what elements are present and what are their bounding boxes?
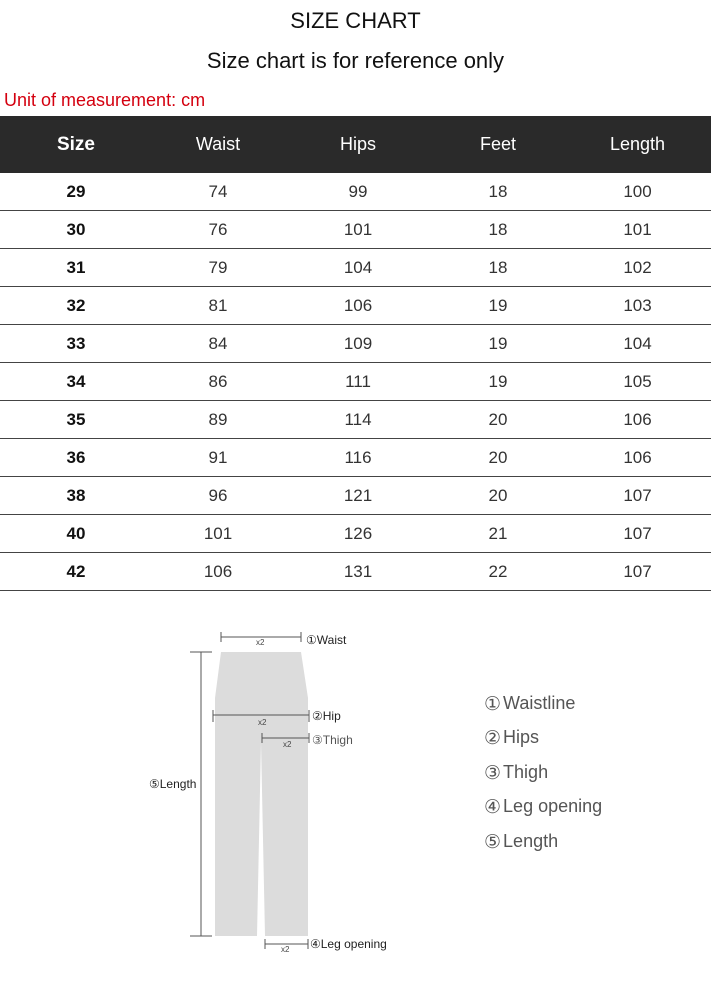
header-waist: Waist (195, 134, 241, 154)
table-row (0, 363, 711, 401)
pants-diagram (0, 610, 711, 970)
cell-feet: 20 (488, 409, 508, 429)
cell-length: 105 (623, 371, 652, 391)
cell-hips: 109 (343, 333, 373, 353)
cell-feet: 18 (488, 181, 508, 201)
cell-hips: 106 (343, 295, 373, 315)
cell-length: 107 (623, 523, 652, 543)
cell-waist: 76 (208, 219, 228, 239)
cell-waist: 106 (203, 561, 233, 581)
cell-length: 103 (623, 295, 652, 315)
legend-item (484, 727, 602, 761)
cell-size: 40 (66, 523, 86, 543)
leg-x2: x2 (281, 945, 290, 954)
cell-hips: 114 (344, 409, 372, 429)
cell-feet: 20 (488, 447, 508, 467)
legend-item (484, 831, 602, 865)
cell-waist: 84 (208, 333, 228, 353)
size-table (0, 116, 711, 591)
table-row (0, 477, 711, 515)
cell-size: 35 (66, 409, 86, 429)
cell-size: 38 (66, 485, 86, 505)
legend-number: ④ (484, 797, 502, 819)
table-body (0, 173, 711, 591)
table-row (0, 287, 711, 325)
legend-label: Length (503, 830, 559, 851)
cell-waist: 81 (208, 295, 228, 315)
cell-waist: 89 (208, 409, 228, 429)
thigh-x2: x2 (283, 740, 292, 749)
cell-hips: 121 (343, 485, 373, 505)
cell-waist: 74 (208, 181, 228, 201)
legend-label: Waistline (503, 693, 576, 713)
cell-length: 107 (623, 485, 652, 505)
cell-hips: 111 (345, 371, 371, 391)
cell-hips: 116 (344, 447, 372, 467)
cell-waist: 96 (208, 485, 228, 505)
table-row (0, 249, 711, 287)
cell-length: 101 (623, 219, 652, 239)
cell-feet: 18 (488, 219, 508, 239)
hip-x2: x2 (258, 718, 267, 727)
cell-feet: 19 (488, 333, 508, 353)
cell-hips: 101 (343, 219, 373, 239)
cell-hips: 131 (343, 561, 373, 581)
cell-length: 106 (623, 447, 652, 467)
legend-item (484, 796, 602, 830)
cell-size: 33 (66, 333, 86, 353)
cell-length: 106 (623, 409, 652, 429)
cell-feet: 20 (488, 485, 508, 505)
cell-waist: 91 (208, 447, 228, 467)
legend-item (484, 762, 602, 796)
leg-opening-label: ④Leg opening (310, 937, 387, 951)
legend-number: ③ (484, 762, 502, 784)
legend-label: Thigh (503, 761, 549, 782)
measurement-legend (484, 693, 602, 865)
cell-length: 100 (623, 181, 652, 201)
thigh-label: ③Thigh (312, 733, 353, 747)
page-title: SIZE CHART (290, 8, 421, 33)
cell-hips: 104 (343, 257, 373, 277)
cell-size: 31 (66, 257, 86, 277)
cell-size: 29 (66, 181, 86, 201)
legend-label: Hips (503, 727, 540, 748)
cell-feet: 21 (488, 523, 508, 543)
table-row (0, 401, 711, 439)
cell-feet: 19 (488, 371, 508, 391)
cell-feet: 22 (488, 561, 508, 581)
cell-feet: 19 (488, 295, 508, 315)
table-row (0, 553, 711, 591)
table-row (0, 515, 711, 553)
cell-size: 32 (66, 295, 86, 315)
waist-label: ①Waist (306, 633, 347, 647)
pants-silhouette (215, 652, 308, 936)
cell-size: 30 (66, 219, 86, 239)
page-subtitle: Size chart is for reference only (206, 48, 505, 73)
header-length: Length (609, 134, 666, 154)
header-size: Size (56, 133, 96, 155)
table-row (0, 173, 711, 211)
legend-number: ⑤ (484, 831, 502, 853)
length-label: ⑤Length (149, 777, 197, 791)
measurement-diagram (0, 610, 711, 970)
legend-number: ① (484, 694, 502, 715)
cell-feet: 18 (488, 257, 508, 277)
legend-number: ② (484, 728, 502, 750)
cell-hips: 99 (348, 181, 368, 201)
cell-size: 42 (66, 561, 86, 581)
header-feet: Feet (479, 134, 517, 154)
cell-length: 107 (623, 561, 652, 581)
table-row (0, 211, 711, 249)
cell-waist: 79 (208, 257, 228, 277)
length-measure (190, 652, 212, 936)
waist-x2: x2 (256, 638, 265, 647)
table-row (0, 439, 711, 477)
cell-waist: 86 (208, 371, 228, 391)
cell-length: 104 (623, 333, 652, 353)
header-hips: Hips (339, 134, 376, 154)
table-header (0, 116, 711, 173)
hip-label: ②Hip (312, 709, 341, 723)
cell-size: 36 (66, 447, 86, 467)
cell-size: 34 (66, 371, 86, 391)
legend-label: Leg opening (503, 796, 603, 817)
unit-note: Unit of measurement: cm (4, 90, 206, 110)
cell-hips: 126 (343, 523, 373, 543)
table-row (0, 325, 711, 363)
legend-item (484, 693, 602, 727)
cell-length: 102 (623, 257, 652, 277)
cell-waist: 101 (203, 523, 233, 543)
